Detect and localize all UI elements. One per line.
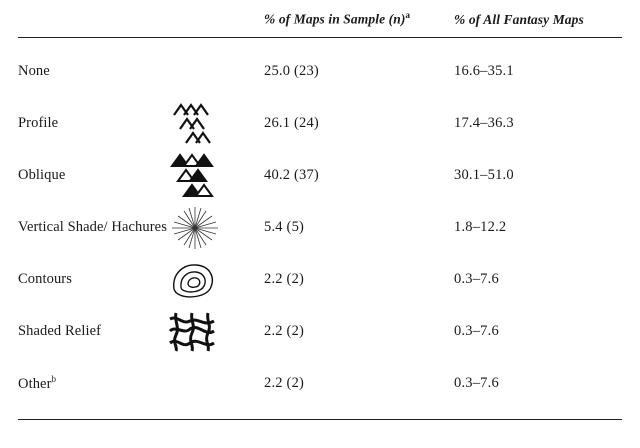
row-percent-all: 16.6–35.1: [454, 63, 514, 79]
header-percent-all: % of All Fantasy Maps: [454, 11, 584, 27]
row-label: Vertical Shade/ Hachures: [18, 218, 167, 235]
row-percent-sample: 2.2 (2): [264, 271, 305, 287]
row-label: Oblique: [18, 166, 66, 183]
table-row: [18, 37, 622, 98]
row-percent-sample: 25.0 (23): [264, 63, 319, 79]
row-label: Shaded Relief: [18, 322, 102, 339]
header-icon: [168, 10, 264, 37]
row-percent-sample: 26.1 (24): [264, 115, 319, 131]
row-percent-sample: 2.2 (2): [264, 375, 305, 391]
row-label: [18, 358, 168, 410]
shaded-relief-icon: [168, 306, 264, 358]
hachures-icon: [168, 202, 264, 254]
row-percent-all: 0.3–7.6: [454, 271, 499, 287]
row-label: Contours: [18, 270, 72, 287]
row-percent-all: 0.3–7.6: [454, 323, 499, 339]
relief-depiction-table: [18, 10, 622, 410]
row-percent-sample: 5.4 (5): [264, 219, 305, 235]
table-row: [18, 202, 622, 254]
table-row: [18, 254, 622, 306]
none-icon: [168, 358, 264, 410]
table-row: [18, 98, 622, 150]
table-row: [18, 306, 622, 358]
row-percent-all: 30.1–51.0: [454, 167, 514, 183]
table-row: [18, 358, 622, 410]
header-percent-sample: [264, 10, 454, 37]
table-bottom-rule: [18, 419, 622, 420]
row-percent-sample: 2.2 (2): [264, 323, 305, 339]
none-icon: [168, 37, 264, 98]
header-percent-sample-footnote: a: [405, 10, 411, 20]
row-label: Profile: [18, 114, 59, 131]
header-relief-type: [18, 10, 168, 37]
header-row: [18, 10, 622, 37]
table-row: [18, 150, 622, 202]
contours-icon: [168, 254, 264, 306]
header-percent-sample-label: % of Maps in Sample (n): [264, 11, 406, 27]
row-label-text: Other: [18, 375, 52, 392]
row-percent-all: 0.3–7.6: [454, 375, 499, 391]
row-percent-sample: 40.2 (37): [264, 167, 319, 183]
row-label: None: [18, 62, 50, 79]
row-percent-all: 1.8–12.2: [454, 219, 507, 235]
row-label-footnote: b: [51, 373, 57, 384]
profile-mountains-icon: [168, 98, 264, 150]
row-percent-all: 17.4–36.3: [454, 115, 514, 131]
table-body: [18, 37, 622, 410]
table-header: [18, 10, 622, 37]
oblique-mountains-icon: [168, 150, 264, 202]
